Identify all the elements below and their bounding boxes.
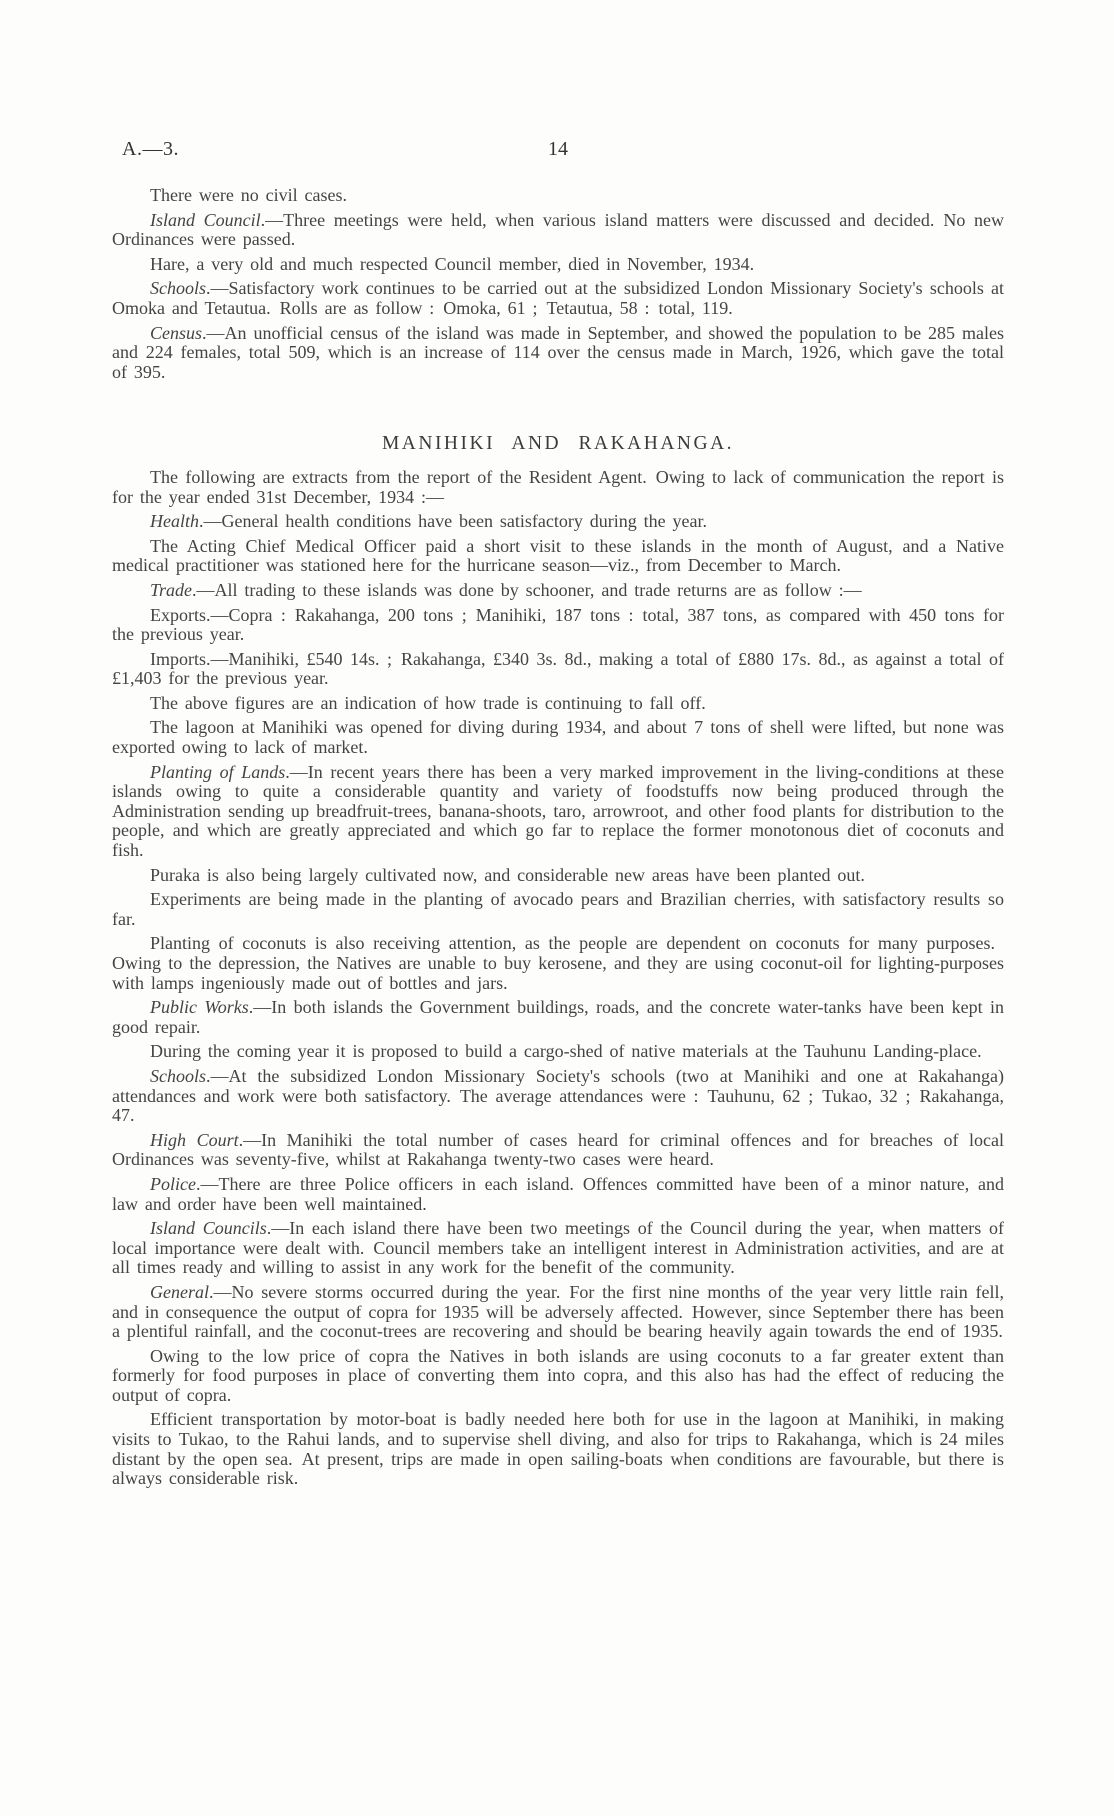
paragraph: High Court.—In Manihiki the total number of cases heard for criminal offences and for breaches of local Ordinances was seventy-five, whilst at Rakahanga twenty-two cases were heard.	[112, 1129, 1004, 1170]
paragraph-lead: Health	[150, 511, 199, 532]
paragraph: The Acting Chief Medical Officer paid a short visit to these islands in the month of August, and a Native medical practitioner was stationed here for the hurricane season—viz., from December to March.	[112, 535, 1004, 576]
paragraph-lead: Exports	[150, 604, 206, 625]
paragraph: Island Council.—Three meetings were held, when various island matters were discussed and decided. No new Ordinances were passed.	[112, 209, 1004, 250]
manihiki-rakahanga-section	[112, 468, 1004, 1489]
paragraph: Census.—An unofficial census of the island was made in September, and showed the population to be 285 males and 224 females, total 509, which is an increase of 114 over the census made in March, 1926, which gave the total of 395.	[112, 322, 1004, 382]
paragraph: Exports.—Copra : Rakahanga, 200 tons ; Manihiki, 187 tons : total, 387 tons, as compared with 450 tons for the previous year.	[112, 604, 1004, 645]
doc-reference: A.—3.	[122, 138, 179, 160]
paragraph: Imports.—Manihiki, £540 14s. ; Rakahanga, £340 3s. 8d., making a total of £880 17s. 8d., as against a total of £1,403 for the previous year.	[112, 648, 1004, 689]
paragraph-lead: Imports	[150, 648, 206, 669]
paragraph-lead: Schools	[150, 278, 206, 299]
report-body	[112, 181, 1004, 1494]
page-number: 14	[548, 138, 568, 160]
paragraph: Planting of coconuts is also receiving attention, as the people are dependent on coconuts for many purposes. Owing to the depression, the Natives are unable to buy kerosene, and they are using coconut-oil for lighting-purposes with lamps ingeniously made out of bottles and jars.	[112, 933, 1004, 993]
paragraph: The above figures are an indication of how trade is continuing to fall off.	[150, 692, 706, 713]
paragraph-lead: Trade	[150, 579, 193, 600]
paragraph-lead: Island Council	[150, 209, 261, 230]
paragraph: Island Councils.—In each island there have been two meetings of the Council during the year, when matters of local importance were dealt with. Council members take an intelligent interest in Administration activities, and are at all times ready and willing to assist in any work for the benefit of the community.	[112, 1218, 1004, 1278]
paragraph: There were no civil cases.	[150, 185, 348, 205]
paragraph-lead: High Court	[150, 1129, 239, 1150]
paragraph: Hare, a very old and much respected Council member, died in November, 1934.	[150, 253, 755, 274]
paragraph: Efficient transportation by motor-boat is badly needed here both for use in the lagoon at Manihiki, in making visits to Tukao, to the Rahui lands, and to supervise shell diving, and also for trips to Rakahanga, which is 24 miles distant by the open sea. At present, trips are made in open sailing-boats when conditions are favourable, but there is always considerable risk.	[112, 1409, 1004, 1489]
paragraph: Owing to the low price of copra the Natives in both islands are using coconuts to a far greater extent than formerly for food purposes in place of converting them into copra, and this also has had the effect of reducing the output of copra.	[112, 1345, 1004, 1405]
page-header	[112, 138, 1004, 162]
paragraph: Police.—There are three Police officers in each island. Offences committed have been of a minor nature, and law and order have been well maintained.	[112, 1173, 1004, 1214]
paragraph: Experiments are being made in the planting of avocado pears and Brazilian cherries, with satisfactory results so far.	[112, 889, 1004, 929]
paragraph: Schools.—At the subsidized London Missionary Society's schools (two at Manihiki and one at Rakahanga) attendances and work were both satisfactory. The average attendances were : Tauhunu, 62 ; Tukao, 32 ; Rakahanga, 47.	[112, 1065, 1004, 1126]
paragraph: Public Works.—In both islands the Government buildings, roads, and the concrete water-tanks have been kept in good repair.	[112, 997, 1004, 1037]
paragraph: Puraka is also being largely cultivated now, and considerable new areas have been planted out.	[150, 864, 865, 885]
intro-section	[112, 186, 1004, 382]
paragraph-lead: Police	[150, 1173, 196, 1194]
paragraph: Health.—General health conditions have been satisfactory during the year.	[150, 511, 708, 532]
paragraph-lead: General	[150, 1281, 209, 1302]
paragraph: Trade.—All trading to these islands was done by schooner, and trade returns are as follow :—	[150, 579, 862, 600]
paragraph: Planting of Lands.—In recent years there has been a very marked improvement in the living-conditions at these islands owing to quite a considerable quantity and variety of foodstuffs now being produced through the Administration sending up breadfruit-trees, banana-shoots, taro, arrowroot, and other food plants for distribution to the people, and which are greatly appreciated and which go far to replace the former monotonous diet of coconuts and fish.	[112, 761, 1004, 861]
paragraph-lead: Island Councils	[150, 1218, 267, 1239]
paragraph: General.—No severe storms occurred during the year. For the first nine months of the year very little rain fell, and in consequence the output of copra for 1935 will be adversely affected. However, since September there has been a plentiful rainfall, and the coconut-trees are recovering and should be bearing heavily again towards the end of 1935.	[112, 1281, 1004, 1342]
paragraph-lead: Planting of Lands	[150, 761, 286, 782]
section-heading: MANIHIKI AND RAKAHANGA.	[381, 433, 735, 455]
paragraph-lead: Public Works	[150, 997, 249, 1018]
paragraph: The following are extracts from the report of the Resident Agent. Owing to lack of communication the report is for the year ended 31st December, 1934 :—	[112, 466, 1004, 507]
paragraph: During the coming year it is proposed to build a cargo-shed of native materials at the Tauhunu Landing-place.	[150, 1041, 982, 1062]
paragraph: The lagoon at Manihiki was opened for diving during 1934, and about 7 tons of shell were lifted, but none was exported owing to lack of market.	[112, 717, 1004, 758]
paragraph-lead: Census	[150, 322, 203, 343]
paragraph-lead: Schools	[150, 1065, 206, 1086]
paragraph: Schools.—Satisfactory work continues to be carried out at the subsidized London Missionary Society's schools at Omoka and Tetautua. Rolls are as follow : Omoka, 61 ; Tetautua, 58 : total, 119.	[112, 278, 1004, 318]
